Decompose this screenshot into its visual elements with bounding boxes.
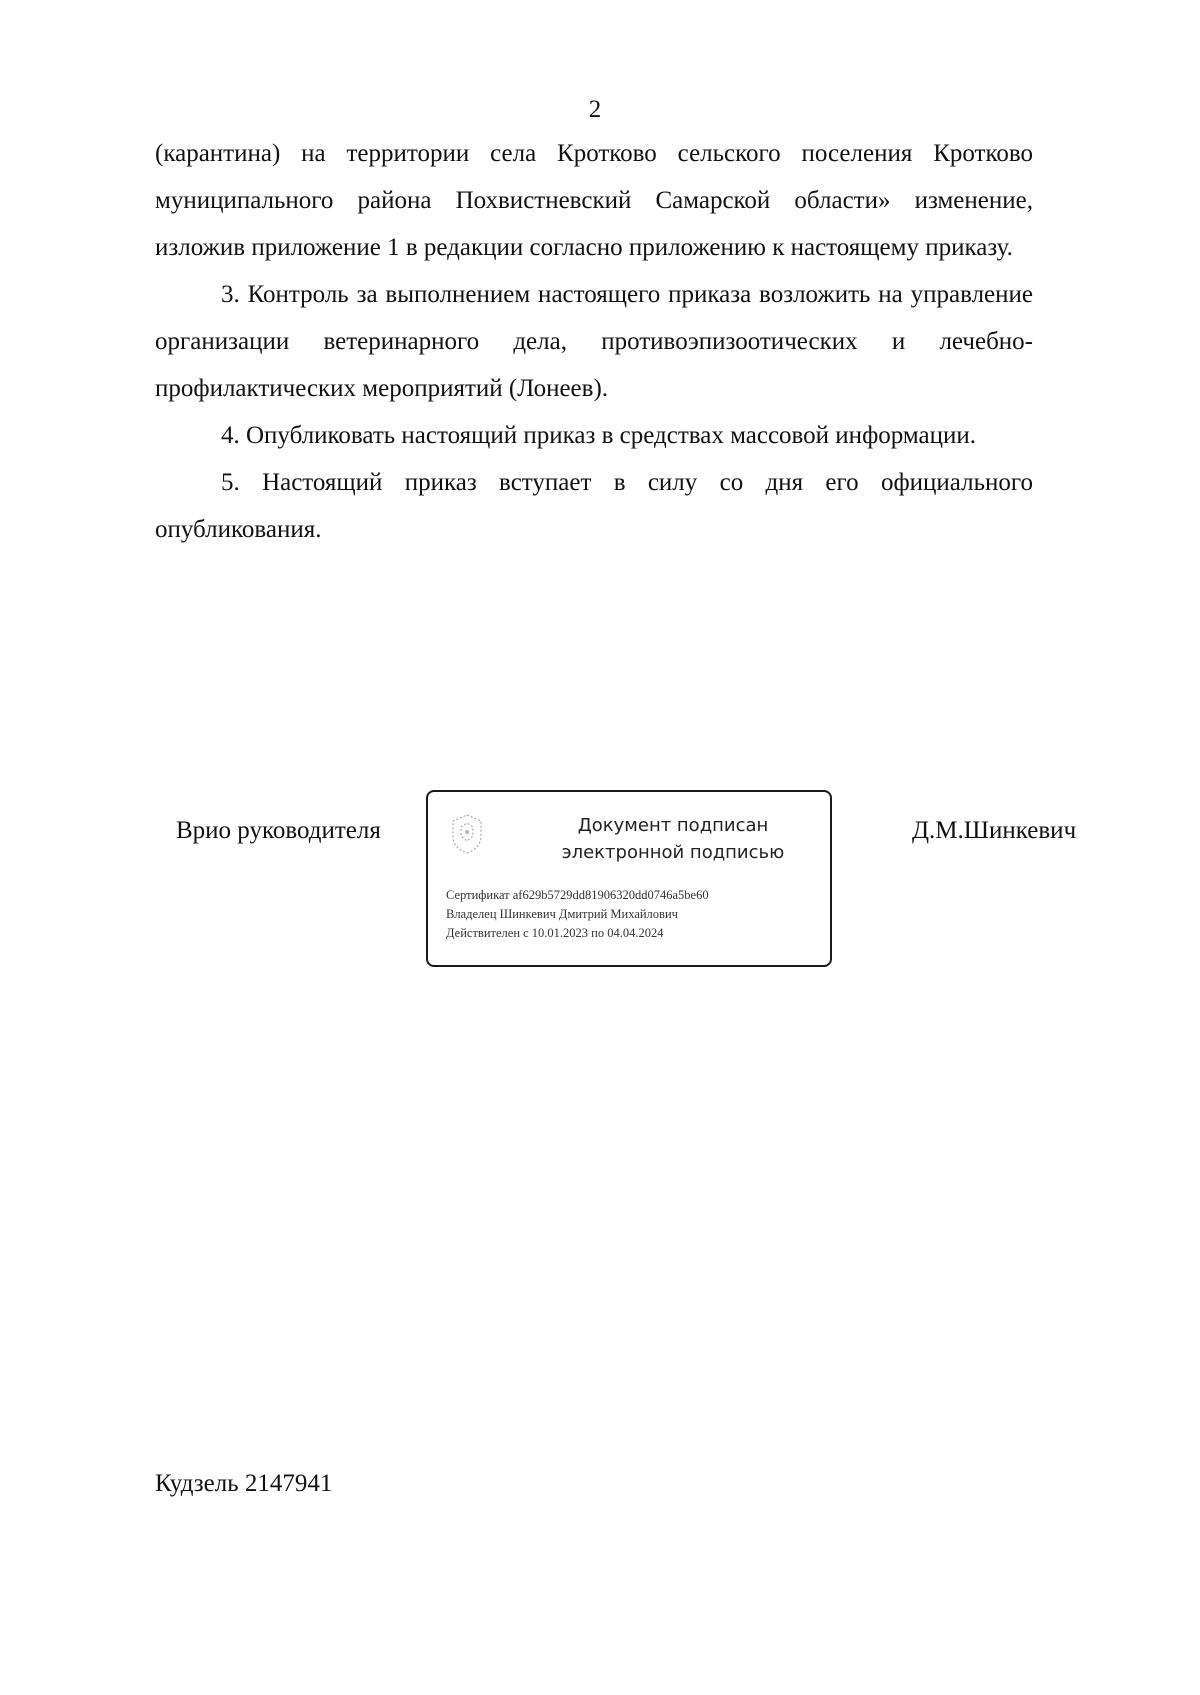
coat-of-arms-icon	[448, 812, 486, 856]
signatory-position: Врио руководителя	[176, 817, 381, 844]
document-body	[155, 130, 1033, 553]
stamp-heading-line2: электронной подписью	[561, 842, 785, 863]
paragraph-4: 4. Опубликовать настоящий приказ в средствах массовой информации.	[221, 422, 977, 449]
paragraph-3: 3. Контроль за выполнением настоящего приказа возложить на управление организации ветеринарного дела, противоэпизоотических и лечебно-профилактических мероприятий (Лонеев).	[155, 281, 1033, 402]
paragraph-continuation: (карантина) на территории села Кротково сельского поселения Кротково муниципального района Похвистневский Самарской области» изменение, изложив приложение 1 в редакции согласно приложению к настоящему приказу.	[155, 140, 1033, 261]
signatory-name: Д.М.Шинкевич	[912, 817, 1077, 844]
page-number: 2	[588, 96, 602, 123]
stamp-heading-line1: Документ подписан	[577, 815, 769, 836]
stamp-details	[446, 886, 709, 943]
stamp-certificate: Сертификат af629b5729dd81906320dd0746a5be60	[446, 888, 709, 902]
electronic-signature-stamp	[426, 790, 832, 967]
stamp-owner: Владелец Шинкевич Дмитрий Михайлович	[446, 907, 678, 921]
stamp-heading	[518, 812, 828, 866]
paragraph-5: 5. Настоящий приказ вступает в силу со дня его официального опубликования.	[155, 469, 1033, 543]
executor-contact: Кудзель 2147941	[155, 1470, 333, 1497]
stamp-validity: Действителен с 10.01.2023 по 04.04.2024	[446, 926, 664, 940]
